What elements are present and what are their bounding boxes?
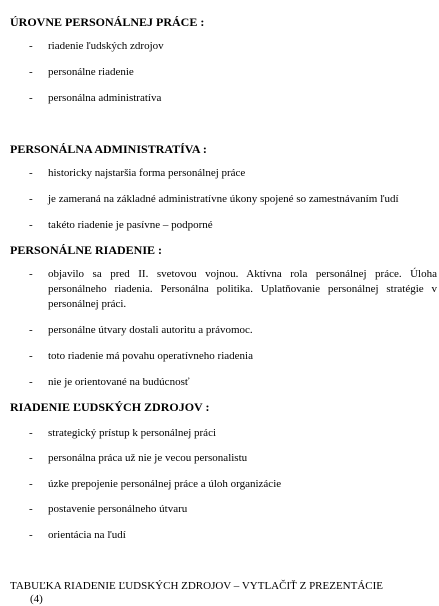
bullet-dash: -	[29, 167, 33, 179]
bullet-dash: -	[29, 40, 33, 52]
bullet-dash: -	[29, 66, 33, 78]
bullet-dash: -	[29, 529, 33, 541]
bullet-dash: -	[29, 219, 33, 231]
list-item-text: personálna administratíva	[48, 92, 162, 104]
list-item-text: toto riadenie má povahu operatívneho riadenia	[48, 350, 253, 362]
list-item-text: personálna práca už nie je vecou personalistu	[48, 452, 248, 464]
section-heading-urovne: ÚROVNE PERSONÁLNEJ PRÁCE :	[10, 15, 205, 29]
list-item-text: je zameraná na základné administratívne úkony spojené so zamestnávaním ľudí	[48, 193, 399, 205]
bullet-dash: -	[29, 268, 33, 280]
list-item-text: objavilo sa pred II. svetovou vojnou. Aktívna rola personálnej práce. Úloha personálneho riadenia. Personálna politika. Uplatňovanie personálnej stratégie v personálnej práci.	[48, 268, 437, 310]
list-item-text: strategický prístup k personálnej práci	[48, 427, 217, 439]
bullet-dash: -	[29, 478, 33, 490]
list-item-text: personálne riadenie	[48, 66, 134, 78]
bullet-dash: -	[29, 376, 33, 388]
list-item-text: úzke prepojenie personálnej práce a úloh organizácie	[48, 478, 282, 490]
list-item-text: historicky najstaršia forma personálnej práce	[48, 167, 246, 179]
bullet-dash: -	[29, 503, 33, 515]
bullet-dash: -	[29, 92, 33, 104]
bullet-dash: -	[29, 452, 33, 464]
section-heading-riadenie-ludskych-zdrojov: RIADENIE ĽUDSKÝCH ZDROJOV :	[10, 400, 210, 414]
footer-note: TABUĽKA RIADENIE ĽUDSKÝCH ZDROJOV – VYTLAČIŤ Z PREZENTÁCIE	[10, 580, 384, 592]
list-item-text: takéto riadenie je pasívne – podporné	[48, 219, 213, 231]
footer-continuation: (4)	[30, 593, 43, 605]
list-item-text: postavenie personálneho útvaru	[48, 503, 188, 515]
list-item-text: riadenie ľudských zdrojov	[48, 40, 164, 52]
section-heading-administrativa: PERSONÁLNA ADMINISTRATÍVA :	[10, 142, 207, 156]
bullet-dash: -	[29, 193, 33, 205]
list-item-text: personálne útvary dostali autoritu a právomoc.	[48, 324, 253, 336]
bullet-dash: -	[29, 427, 33, 439]
bullet-dash: -	[29, 324, 33, 336]
section-heading-personalne-riadenie: PERSONÁLNE RIADENIE :	[10, 243, 163, 257]
list-item-text: nie je orientované na budúcnosť	[48, 376, 190, 388]
list-item-text: orientácia na ľudí	[48, 529, 126, 541]
bullet-dash: -	[29, 350, 33, 362]
